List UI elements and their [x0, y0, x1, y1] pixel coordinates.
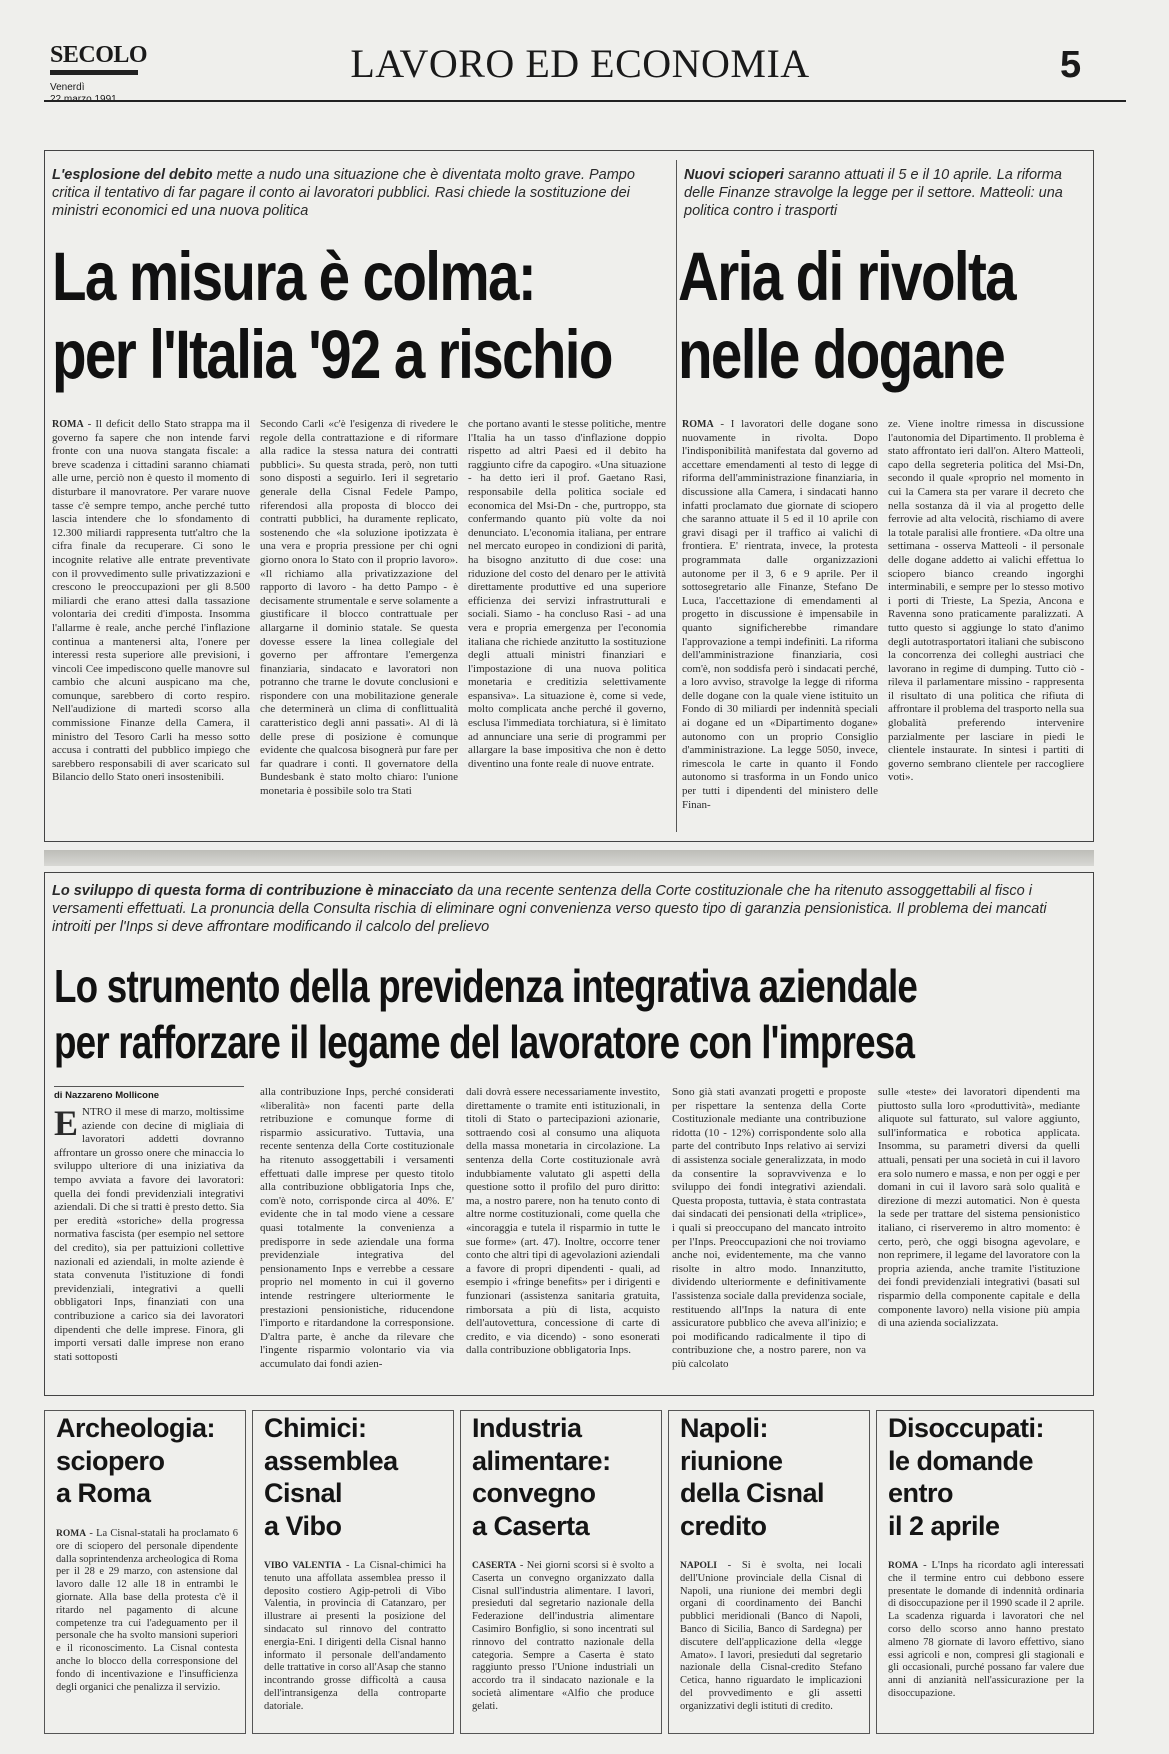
brief4-headline-line3: della Cisnal — [680, 1478, 825, 1508]
story-divider — [676, 160, 677, 832]
story3-column-5 — [878, 1086, 1080, 1388]
section-title: LAVORO ED ECONOMIA — [350, 41, 810, 86]
brief3-headline — [472, 1412, 662, 1542]
page-number: 5 — [1060, 44, 1082, 86]
masthead-rule — [44, 100, 1126, 102]
story3-column-1 — [54, 1106, 244, 1388]
story2-headline-line2: nelle dogane — [678, 316, 1005, 393]
brief5-headline-line4: il 2 aprile — [888, 1510, 1000, 1541]
masthead-logo-bar — [50, 70, 138, 75]
brief3-headline-line1: Industria — [472, 1413, 582, 1443]
brief3-headline-line2: alimentare: — [472, 1445, 611, 1476]
brief5-dateline: ROMA — [888, 1561, 919, 1571]
brief4-headline-line1: Napoli: — [680, 1413, 768, 1443]
brief5-headline-line3: entro — [888, 1478, 953, 1508]
story1-kicker — [52, 166, 662, 220]
brief1-dateline: ROMA — [56, 1529, 87, 1539]
brief2-headline — [264, 1412, 454, 1542]
story2-column-2 — [888, 418, 1084, 828]
story3-column-4 — [672, 1086, 866, 1388]
story3-headline-line2: per rafforzare il legame del lavoratore con l'impresa — [54, 1016, 915, 1068]
brief4-body: - Si è svolta, nei locali dell'Unione provinciale della Cisnal di Napoli, una riunione dei membri degli organi di coordinamento dei Banchi pubblici meridionali (Banco di Napoli, Banco di Sicilia, Banco di Sardegna) per discutere dell'applicazione della «legge Amato». I lavori, presieduti dal segretario nazionale della Cisnal-credito Stefano Cetica, hanno riguardato le implicazioni del provvedimento e gli assetti organizzativi degli istituti di credito. — [680, 1560, 862, 1712]
section-separator-bar — [44, 850, 1094, 866]
story2-dateline: ROMA — [682, 419, 714, 430]
story3-column-3 — [466, 1086, 660, 1388]
brief1-headline-line3: a Roma — [56, 1478, 151, 1508]
brief2-headline-line1: Chimici: — [264, 1413, 367, 1443]
masthead-date-block — [50, 82, 117, 106]
story3-headline — [54, 958, 917, 1070]
story3-col1-text: NTRO il mese di marzo, moltissime aziende con decine di migliaia di lavoratori addetti dovranno affrontare un grosso onere che minaccia lo sviluppo ulteriore di una iniziativa da tempo avviata a favore dei lavoratori: quella dei fondi previdenziali integrativi aziendali. Di che si tratti è presto detto. Sia per eredità «storiche» della progressa normativa fascista (per esempio nel settore del credito), sia per pattuizioni collettive nazionali ed aziendali, in molte aziende è stata convenuta l'istituzione di fondi previdenziali, integrativi a quelli obbligatori Inps, finanziati con una contribuzione a carico sia dei lavoratori dipendenti che delle imprese. Finora, gli importi versati dalle imprese non erano stati sottoposti — [54, 1106, 244, 1363]
story1-col3-text: che portano avanti le stesse politiche, mentre l'Italia ha un tasso d'inflazione doppio rispetto ad altri Paesi ed il debito ha raggiunto cifre da capogiro. «Una situazione - ha detto ieri il prof. Gaetano Rasi, responsabile della politica sociale ed economica del Msi-Dn - che, purtroppo, sta confermando quanto più volte da noi denunciato. L'economia italiana, per entrare nel mercato europeo in condizioni di parità, ha bisogno anzitutto di due cose: una riduzione del costo del denaro per le attività direttamente produttive ed una superiore efficienza dei servizi infrastrutturali e sociali. Siamo - ha concluso Rasi - ad una vera e propria emergenza per l'economia italiana che richiede anzitutto la sostituzione degli attuali ministri finanziari e l'impostazione di una nuova politica monetaria e creditizia selettivamente espansiva». La situazione è, come si vede, molto complicata anche perché il governo, esclusa l'immediata torchiatura, si è limitato ad annunciare una serie di programmi per allargare la base impositiva che non è detto diventino una fonte reale di nuove entrate. — [468, 418, 666, 770]
brief5-headline — [888, 1412, 1088, 1542]
brief1-text — [56, 1528, 238, 1728]
brief1-headline-line1: Archeologia: — [56, 1413, 216, 1443]
story1-column-2 — [260, 418, 458, 828]
brief4-dateline: NAPOLI — [680, 1561, 717, 1571]
story2-kicker — [684, 166, 1084, 220]
story1-col1-text: - Il deficit dello Stato strappa ma il governo fa sapere che non intende farvi fronte con una nuova stangata fiscale: a breve scadenza i cittadini saranno chiamati alle urne, perciò non è questo il momento di disturbare il manovratore. Per varare nuove tasse c'è sempre tempo, anche perché tutto lascia intendere che lo sfondamento di 12.300 miliardi rappresenta tutt'altro che la cifra finale da recuperare. Ci sono le incognite relative alle entrate preventivate con il provvedimento sulle privatizzazioni e crescono le preoccupazioni per gli 8.500 miliardi che erano attesi dalla tassazione volontaria dei crediti d'imposta. Insomma l'allarme è reale, anche perché l'inflazione continua a mantenersi alta, l'onere per interessi resta superiore alle previsioni, i vincoli Cee impediscono quelle manovre sul cambio che alcuni auspicano ma che, comunque, sarebbero di corto respiro. Nell'audizione di martedì scorso alla commissione Finanze della Camera, il ministro del Tesoro Carli ha messo sotto accusa i contratti del pubblico impiego che sarebbero responsabili di aver scaricato sul Bilancio dello Stato oneri insostenibili. — [52, 418, 250, 784]
story1-kicker-rest: mette a nudo una situazione che è diventata molto grave. Pampo critica il tentativo di far pagare il conto ai lavoratori pubblici. Rasi chiede la sostituzione dei ministri economici ed una nuova politica — [52, 167, 635, 219]
story2-kicker-rest: saranno attuati il 5 e il 10 aprile. La riforma delle Finanze stravolge la legge per il settore. Matteoli: una politica contro i trasporti — [684, 167, 1063, 219]
brief4-headline-line2: riunione — [680, 1445, 783, 1476]
brief2-headline-line4: a Vibo — [264, 1510, 342, 1541]
story1-column-1 — [52, 418, 250, 828]
story1-col2-text: Secondo Carli «c'è l'esigenza di rivedere le regole della contrattazione e di riformare alla radice la stessa natura dei contratti pubblici». Su questa strada, però, non tutti sono disposti a seguirlo. Ieri il segretario generale della Cisnal Fedele Pampo, riferendosi alla proposta di blocco dei contratti pubblici, ha duramente replicato, sostenendo che «la soluzione ipotizzata è una vera e propria pressione per chi ogni giorno onora lo Stato con il proprio lavoro». «Il richiamo alla privatizzazione del rapporto di lavoro - ha detto Pampo - è decisamente strumentale e serve solamente a giustificare il blocco contrattuale per allargarne il dominio statale. Se questa dovesse essere la linea collegiale del governo per affrontare l'emergenza finanziaria, sindacato e lavoratori non potranno che trarne le dovute conclusioni e rispondere con una mobilitazione generale che determinerà un clima di conflittualità caratteristico degli anni passati». Al di là delle prese di posizione è comunque evidente che qualcosa bisognerà pur fare per far quadrare i conti. Il governatore della Bundesbank è stato molto chiaro: l'unione monetaria è possibile solo tra Stati — [260, 418, 458, 798]
story3-col4-text: Sono già stati avanzati progetti e proposte per rispettare la sentenza della Corte Costituzionale mediante una contribuzione ridotta (10 - 12%) corrispondente solo alla parte del contributo Inps relativo ai servizi di assistenza sociale generalizzata, in modo da consentire la sopravvivenza e lo sviluppo dei fondi integrativi aziendali. Questa proposta, tuttavia, è stata contrastata dai sindacati dei pensionati della «triplice», i quali si preoccupano del mancato introito per l'Inps. Preoccupazioni che noi troviamo anche noi, evidentemente, ma che vanno risolte in altro modo. Innanzitutto, dividendo ulteriormente e definitivamente l'assistenza sociale dalla previdenza sociale, restituendo all'Inps la natura di ente assicuratore pubblico che aveva all'inizio; e poi modificando radicalmente il tipo di contribuzione che, a nostro parere, non va più calcolato — [672, 1086, 866, 1370]
story3-kicker-rest: da una recente sentenza della Corte costituzionale che ha ritenuto assoggettabili al fisco i versamenti effettuati. La pronuncia della Consulta rischia di eliminare ogni convenienza verso questo tipo di garanzia pensionistica. Il problema dei mancati introiti per l'Inps si deve affrontare modificando il calcolo del prelievo — [52, 883, 1047, 935]
brief5-headline-line1: Disoccupati: — [888, 1413, 1045, 1443]
story2-kicker-lead: Nuovi scioperi — [684, 167, 784, 183]
brief4-headline — [680, 1412, 870, 1542]
brief1-headline-line2: sciopero — [56, 1445, 165, 1476]
brief5-body: - L'Inps ha ricordato agli interessati che il termine entro cui debbono essere presentate le domande di indennità ordinaria di disoccupazione per il 1990 scade il 2 aprile. La scadenza riguarda i lavoratori che nel corso dello scorso anno hanno prestato almeno 78 giornate di lavoro effettivo, siano essi agricoli e non, compresi gli stagionali e gli occasionali, purché possano far valere due anni di anzianità nell'assicurazione per la disoccupazione. — [888, 1560, 1084, 1699]
brief2-headline-line2: assemblea — [264, 1445, 398, 1476]
story1-column-3 — [468, 418, 666, 828]
brief3-headline-line4: a Caserta — [472, 1510, 590, 1541]
brief5-headline-line2: le domande — [888, 1445, 1034, 1476]
brief3-headline-line3: convegno — [472, 1478, 596, 1508]
brief2-body: - La Cisnal-chimici ha tenuto una affollata assemblea presso il deposito costiero Agip-petroli di Vibo Valentia, in provincia di Catanzaro, per illustrare ai presenti la posizione del sindacato sul rinnovo del contratto energia-Eni. I dirigenti della Cisnal hanno informato il personale dell'andamento delle trattative in corso all'Asap che stanno incontrando grosse difficoltà a causa dell'intransigenza della controparte datoriale. — [264, 1560, 446, 1712]
story2-col1-text: - I lavoratori delle dogane sono nuovamente in rivolta. Dopo l'indisponibilità manifestata dal governo ad accettare emendamenti al testo di legge di riforma dell'amministrazione finanziaria, in discussione alla Camera, i sindacati hanno infatti proclamato due giornate di sciopero che saranno attuate il 5 ed il 10 aprile con gravi disagi per il traffico ai valichi di frontiera. E' rientrata, invece, la protesta programmata dalle organizzazioni autonome per il 3, 6 e 9 aprile. Per il sottosegretario alle Finanze, Stefano De Luca, l'accettazione di emendamenti al progetto in discussione è impensabile in quanto significherebbe rimandare l'approvazione a tempi indefiniti. La riforma dell'amministrazione finanziaria, così com'è, non soddisfa però i sindacati perché, a loro avviso, stravolge la legge di riforma delle dogane con la quale viene istituito un Fondo di 30 miliardi per indennità speciali ai dogane ed un «Dipartimento dogane» autonomo con un proprio Consiglio d'amministrazione. La legge 5050, invece, rimescola le carte in quanto il Fondo autonomo si trasforma in un Fondo unico per tutti i dipendenti del ministero delle Finan- — [682, 418, 878, 811]
story1-headline-line1: La misura è colma: — [52, 238, 536, 315]
story2-col2-text: ze. Viene inoltre rimessa in discussione l'autonomia del Dipartimento. Il problema è stato affrontato ieri dall'on. Altero Matteoli, capo della segreteria politica del Msi-Dn, secondo il quale «proprio nel momento in cui la Camera sta per varare il decreto che nella sostanza dà il via al progetto delle ferrovie ad alta velocità, rischiamo di avere la totale paralisi alle frontiere. «Da oltre una settimana - osserva Matteoli - il personale delle dogane addetto ai valichi effettua lo sciopero bianco creando ingorghi interminabili, e sempre per lo stesso motivo i porti di Trieste, La Spezia, Ancona e Ravenna sono praticamente paralizzati. A tutto questo si aggiunge lo stato d'animo degli autotrasportatori italiani che subiscono la concorrenza dei colleghi austriaci che lavorano in regime di dumping. Tutto ciò - rileva il parlamentare missino - rappresenta il risultato di una politica che rifiuta di affrontare il problema del trasporto nella sua globalità preferendo intervenire parzialmente per lasciare in piedi le clientele instaurate. In sintesi i partiti di governo sembrano clientele per raccogliere voti». — [888, 418, 1084, 784]
brief1-body: - La Cisnal-statali ha proclamato 6 ore di sciopero del personale dipendente dalla soprintendenza archeologica di Roma per il 28 e 29 marzo, con astensione dal lavoro dalle 12 alle 18 in entrambi le giornate. Alla base della protesta c'è il ritardo nel pagamento di alcune competenze tra cui l'adeguamento per il personale che ha svolto mansioni superiori e il riconoscimento. La Cisnal contesta anche lo blocco della corresponsione del fondo di incentivazione e l'insufficienza degli organici che penalizza il servizio. — [56, 1528, 238, 1693]
story3-dropcap: E — [54, 1106, 79, 1143]
story2-headline — [678, 238, 1015, 394]
story2-column-1 — [682, 418, 878, 828]
story3-byline: di Nazzareno Mollicone — [54, 1090, 160, 1101]
story1-kicker-lead: L'esplosione del debito — [52, 167, 213, 183]
brief3-body: - Nei giorni scorsi si è svolto a Caserta un convegno organizzato dalla Cisnal sull'industria alimentare. I lavori, presieduti dal segretario nazionale della Federazione dell'industria alimentare Casimiro Bonfiglio, si sono incentrati sul rinnovo del contratto nazionale della categoria. Sempre a Caserta è stato raggiunto presso l'Unione industriali un accordo tra il sindacato nazionale e la società alimentare «Alfio che produce gelati. — [472, 1560, 654, 1712]
story3-kicker-lead: Lo sviluppo di questa forma di contribuzione è minacciato — [52, 883, 454, 899]
story3-headline-line1: Lo strumento della previdenza integrativa aziendale — [54, 960, 918, 1012]
story3-column-2 — [260, 1086, 454, 1388]
story3-col2-text: alla contribuzione Inps, perché considerati «liberalità» non facenti parte della retribuzione e comunque forme di risparmio assicurativo. Tuttavia, una recente sentenza della Corte costituzionale ha ritenuto assoggettabili i versamenti effettuati dalle imprese per questo titolo alla contribuzione obbligatoria Inps che, com'è noto, corrisponde circa al 40%. E' evidente che in tal modo viene a cessare quasi totalmente la convenienza a predisporre in sede aziendale una forma previdenziale integrativa del pensionamento Inps e verrebbe a cessare proprio nel momento in cui il governo intende restringere ulteriormente le prestazioni pensionistiche, riducendone l'importo e ritardandone la corresponsione. D'altra parte, è anche da rilevare che l'ingente risparmio volontario via via accumulato dai fondi azien- — [260, 1086, 454, 1370]
story3-kicker — [52, 882, 1052, 936]
story1-headline — [52, 238, 612, 394]
masthead-day: Venerdì — [50, 82, 85, 93]
brief4-headline-line4: credito — [680, 1510, 767, 1541]
brief2-text — [264, 1560, 446, 1728]
brief3-dateline: CASERTA — [472, 1561, 517, 1571]
brief5-text — [888, 1560, 1084, 1728]
masthead-logo: SECOLO — [50, 42, 148, 68]
brief1-headline — [56, 1412, 246, 1510]
byline-rule — [54, 1086, 244, 1087]
story2-headline-line1: Aria di rivolta — [678, 238, 1015, 315]
story3-col3-text: dali dovrà essere necessariamente investito, direttamente o tramite enti istituzionali, in titoli di Stato o partecipazioni azionarie, sottraendo così al consumo una aliquota della massa monetaria in circolazione. La sentenza della Corte costituzionale avrà indubbiamente valutato gli aspetti della questione sotto il profilo del puro diritto: ma, a nostro parere, non ha tenuto conto di altre norme costituzionali, come quella che «incoraggia e tutela il risparmio in tutte le sue forme» (art. 47). Inoltre, occorre tener conto che altri tipi di agevolazioni aziendali a favore di propri dipendenti - quali, ad esempio i «fringe benefits» per i dirigenti e funzionari (assistenza sanitaria gratuita, rimborsata a più di lista, acquisto dell'autovettura, concessione di carte di credito, e via dicendo) - sono esonerati dalla contribuzione obbligatoria Inps. — [466, 1086, 660, 1357]
brief2-headline-line3: Cisnal — [264, 1478, 343, 1508]
story3-col5-text: sulle «teste» dei lavoratori dipendenti ma piuttosto sulla loro «produttività», mediante aliquote sul fatturato, sul valore aggiunto, sull'informatica e robotica applicata. Insomma, su parametri diversi da quelli attuali, pensati per una società in cui il lavoro era solo numero e massa, e non per oggi e per domani in cui il lavoro sarà solo qualità e direzione di mezzi automatici. Non è questa la sede per trattare del sistema pensionistico italiano, ci riserveremo in altro momento: è certo, però, che oggi bisogna agevolare, e non reprimere, il legame del lavoratore con la propria azienda, anche tramite l'istituzione dei fondi previdenziali integrativi (basati sul risparmio della componente capitale e della componente lavoro) nella visione più ampia di una azienda socializzata. — [878, 1086, 1080, 1330]
brief3-text — [472, 1560, 654, 1728]
brief4-text — [680, 1560, 862, 1728]
story1-headline-line2: per l'Italia '92 a rischio — [52, 316, 612, 393]
story1-dateline: ROMA — [52, 419, 84, 430]
brief2-dateline: VIBO VALENTIA — [264, 1561, 342, 1571]
